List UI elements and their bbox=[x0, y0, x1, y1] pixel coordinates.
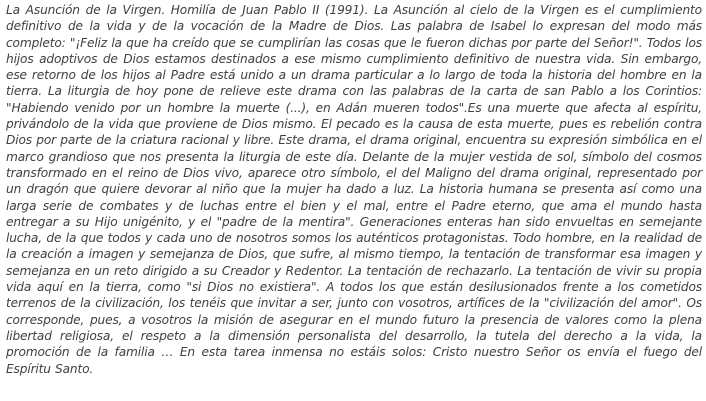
document-page bbox=[6, 2, 702, 399]
homily-paragraph: La Asunción de la Virgen. Homilía de Juan Pablo II (1991). La Asunción al cielo de la Virgen es el cumplimiento definitivo de la vida y de la vocación de la Madre de Dios. Las palabra de Isabel lo expresan del modo más completo: "¡Feliz la que ha creído que se cumplirían las cosas que le fueron dichas por parte del Señor!". Todos los hijos adoptivos de Dios estamos destinados a ese mismo cumplimiento definitivo de nuestra vida. Sin embargo, ese retorno de los hijos al Padre está unido a un drama particular a lo largo de toda la historia del hombre en la tierra. La liturgia de hoy pone de relieve este drama con las palabras de la carta de san Pablo a los Corintios: "Habiendo venido por un hombre la muerte (...), en Adán mueren todos".Es una muerte que afecta al espíritu, privándolo de la vida que proviene de Dios mismo. El pecado es la causa de esta muerte, pues es rebelión contra Dios por parte de la criatura racional y libre. Este drama, el drama original, encuentra su expresión simbólica en el marco grandioso que nos presenta la liturgia de este día. Delante de la mujer vestida de sol, símbolo del cosmos transformado en el reino de Dios vivo, aparece otro símbolo, el del Maligno del drama original, representado por un dragón que quiere devorar al niño que la mujer ha dado a luz. La historia humana se presenta así como una larga serie de combates y de luchas entre el bien y el mal, entre el Padre eterno, que ama el mundo hasta entregar a su Hijo unigénito, y el "padre de la mentira". Generaciones enteras han sido envueltas en semejante lucha, de la que todos y cada uno de nosotros somos los auténticos protagonistas. Todo hombre, en la realidad de la creación a imagen y semejanza de Dios, que sufre, al mismo tiempo, la tentación de transformar esa imagen y semejanza en un reto dirigido a su Creador y Redentor. La tentación de rechazarlo. La tentación de vivir su propia vida aquí en la tierra, como "si Dios no existiera". A todos los que están desilusionados frente a los cometidos terrenos de la civilización, los tenéis que invitar a ser, junto con vosotros, artífices de la "civilización del amor". Os corresponde, pues, a vosotros la misión de asegurar en el mundo futuro la presencia de valores como la plena libertad religiosa, el respeto a la dimensión personalista del desarrollo, la tutela del derecho a la vida, la promoción de la familia … En esta tarea inmensa no estáis solos: Cristo nuestro Señor os envía el fuego del Espíritu Santo. bbox=[6, 3, 702, 376]
